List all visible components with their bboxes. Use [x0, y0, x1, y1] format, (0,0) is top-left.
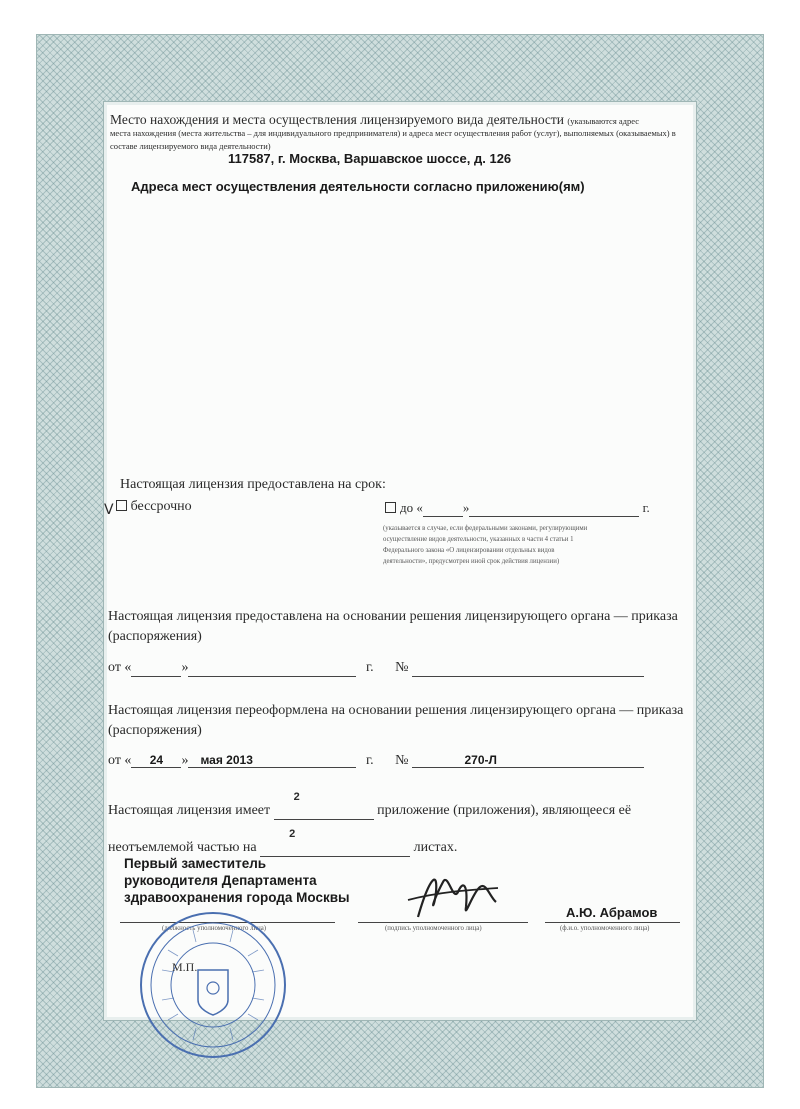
sheets-count: 2: [289, 828, 296, 840]
position-caption: (должность уполномоченного лица): [162, 925, 267, 932]
basis-text: Настоящая лицензия предоставлена на основании решения лицензирующего органа — приказа (распоряжения): [108, 609, 678, 644]
indefinite-option: V бессрочно: [104, 499, 192, 518]
name-line: [545, 922, 680, 923]
reissue-text: Настоящая лицензия переоформлена на основании решения лицензирующего органа — приказа (распоряжения): [108, 703, 684, 738]
until-month-line: [469, 500, 639, 517]
header-title: Место нахождения и места осуществления лицензируемого вида деятельности (указываются адрес: [110, 112, 639, 127]
until-checkbox: [385, 502, 396, 513]
until-option: до « » г.: [383, 500, 650, 517]
signatory-name: А.Ю. Абрамов: [566, 905, 658, 920]
main-address: 117587, г. Москва, Варшавское шоссе, д. 126: [228, 151, 512, 166]
signatory-position: Первый заместитель руководителя Департамента здравоохранения города Москвы: [124, 856, 350, 905]
official-seal: [138, 910, 288, 1060]
name-caption: (ф.и.о. уполномоченного лица): [560, 925, 650, 932]
stamp-place-mark: М.П.: [172, 960, 198, 974]
reissue-month-year: мая 2013: [188, 753, 356, 768]
term-note: (указывается в случае, если федеральными законами, регулирующими осуществление видов деятельности, указанных в части 4 статьи 1 Федерального закона «О лицензировании отдельных видов деятельности», предусмотрен иной срок действия лицензии): [383, 525, 588, 565]
annex-address: Адреса мест осуществления деятельности согласно приложению(ям): [131, 179, 585, 194]
appendix-count: 2: [293, 791, 300, 803]
indefinite-checkbox: [116, 500, 127, 511]
reissue-date-row: от « 24 » мая 2013 г. № 270-Л: [108, 753, 644, 769]
basis-date-row: от « » г. №: [108, 660, 644, 677]
header-note: места нахождения (места жительства – для индивидуального предпринимателя) и адреса мест осуществления работ (услуг), выполняемых (оказываемых) в составе лицензируемого вида деятельности): [110, 128, 676, 151]
sheets-row: неотъемлемой частью на 2 листах.: [108, 828, 458, 855]
reissue-day: 24: [131, 753, 181, 768]
until-day-line: [423, 500, 463, 517]
signature-scribble: [398, 862, 503, 922]
reissue-number: 270-Л: [412, 753, 644, 768]
signature-caption: (подпись уполномоченного лица): [385, 925, 482, 932]
appendix-row: Настоящая лицензия имеет 2 приложение (приложения), являющееся её: [108, 791, 632, 818]
check-mark: V: [104, 502, 114, 518]
signature-line: [358, 922, 528, 923]
appendix-count-line: [274, 791, 374, 820]
term-label: Настоящая лицензия предоставлена на срок:: [120, 477, 386, 492]
